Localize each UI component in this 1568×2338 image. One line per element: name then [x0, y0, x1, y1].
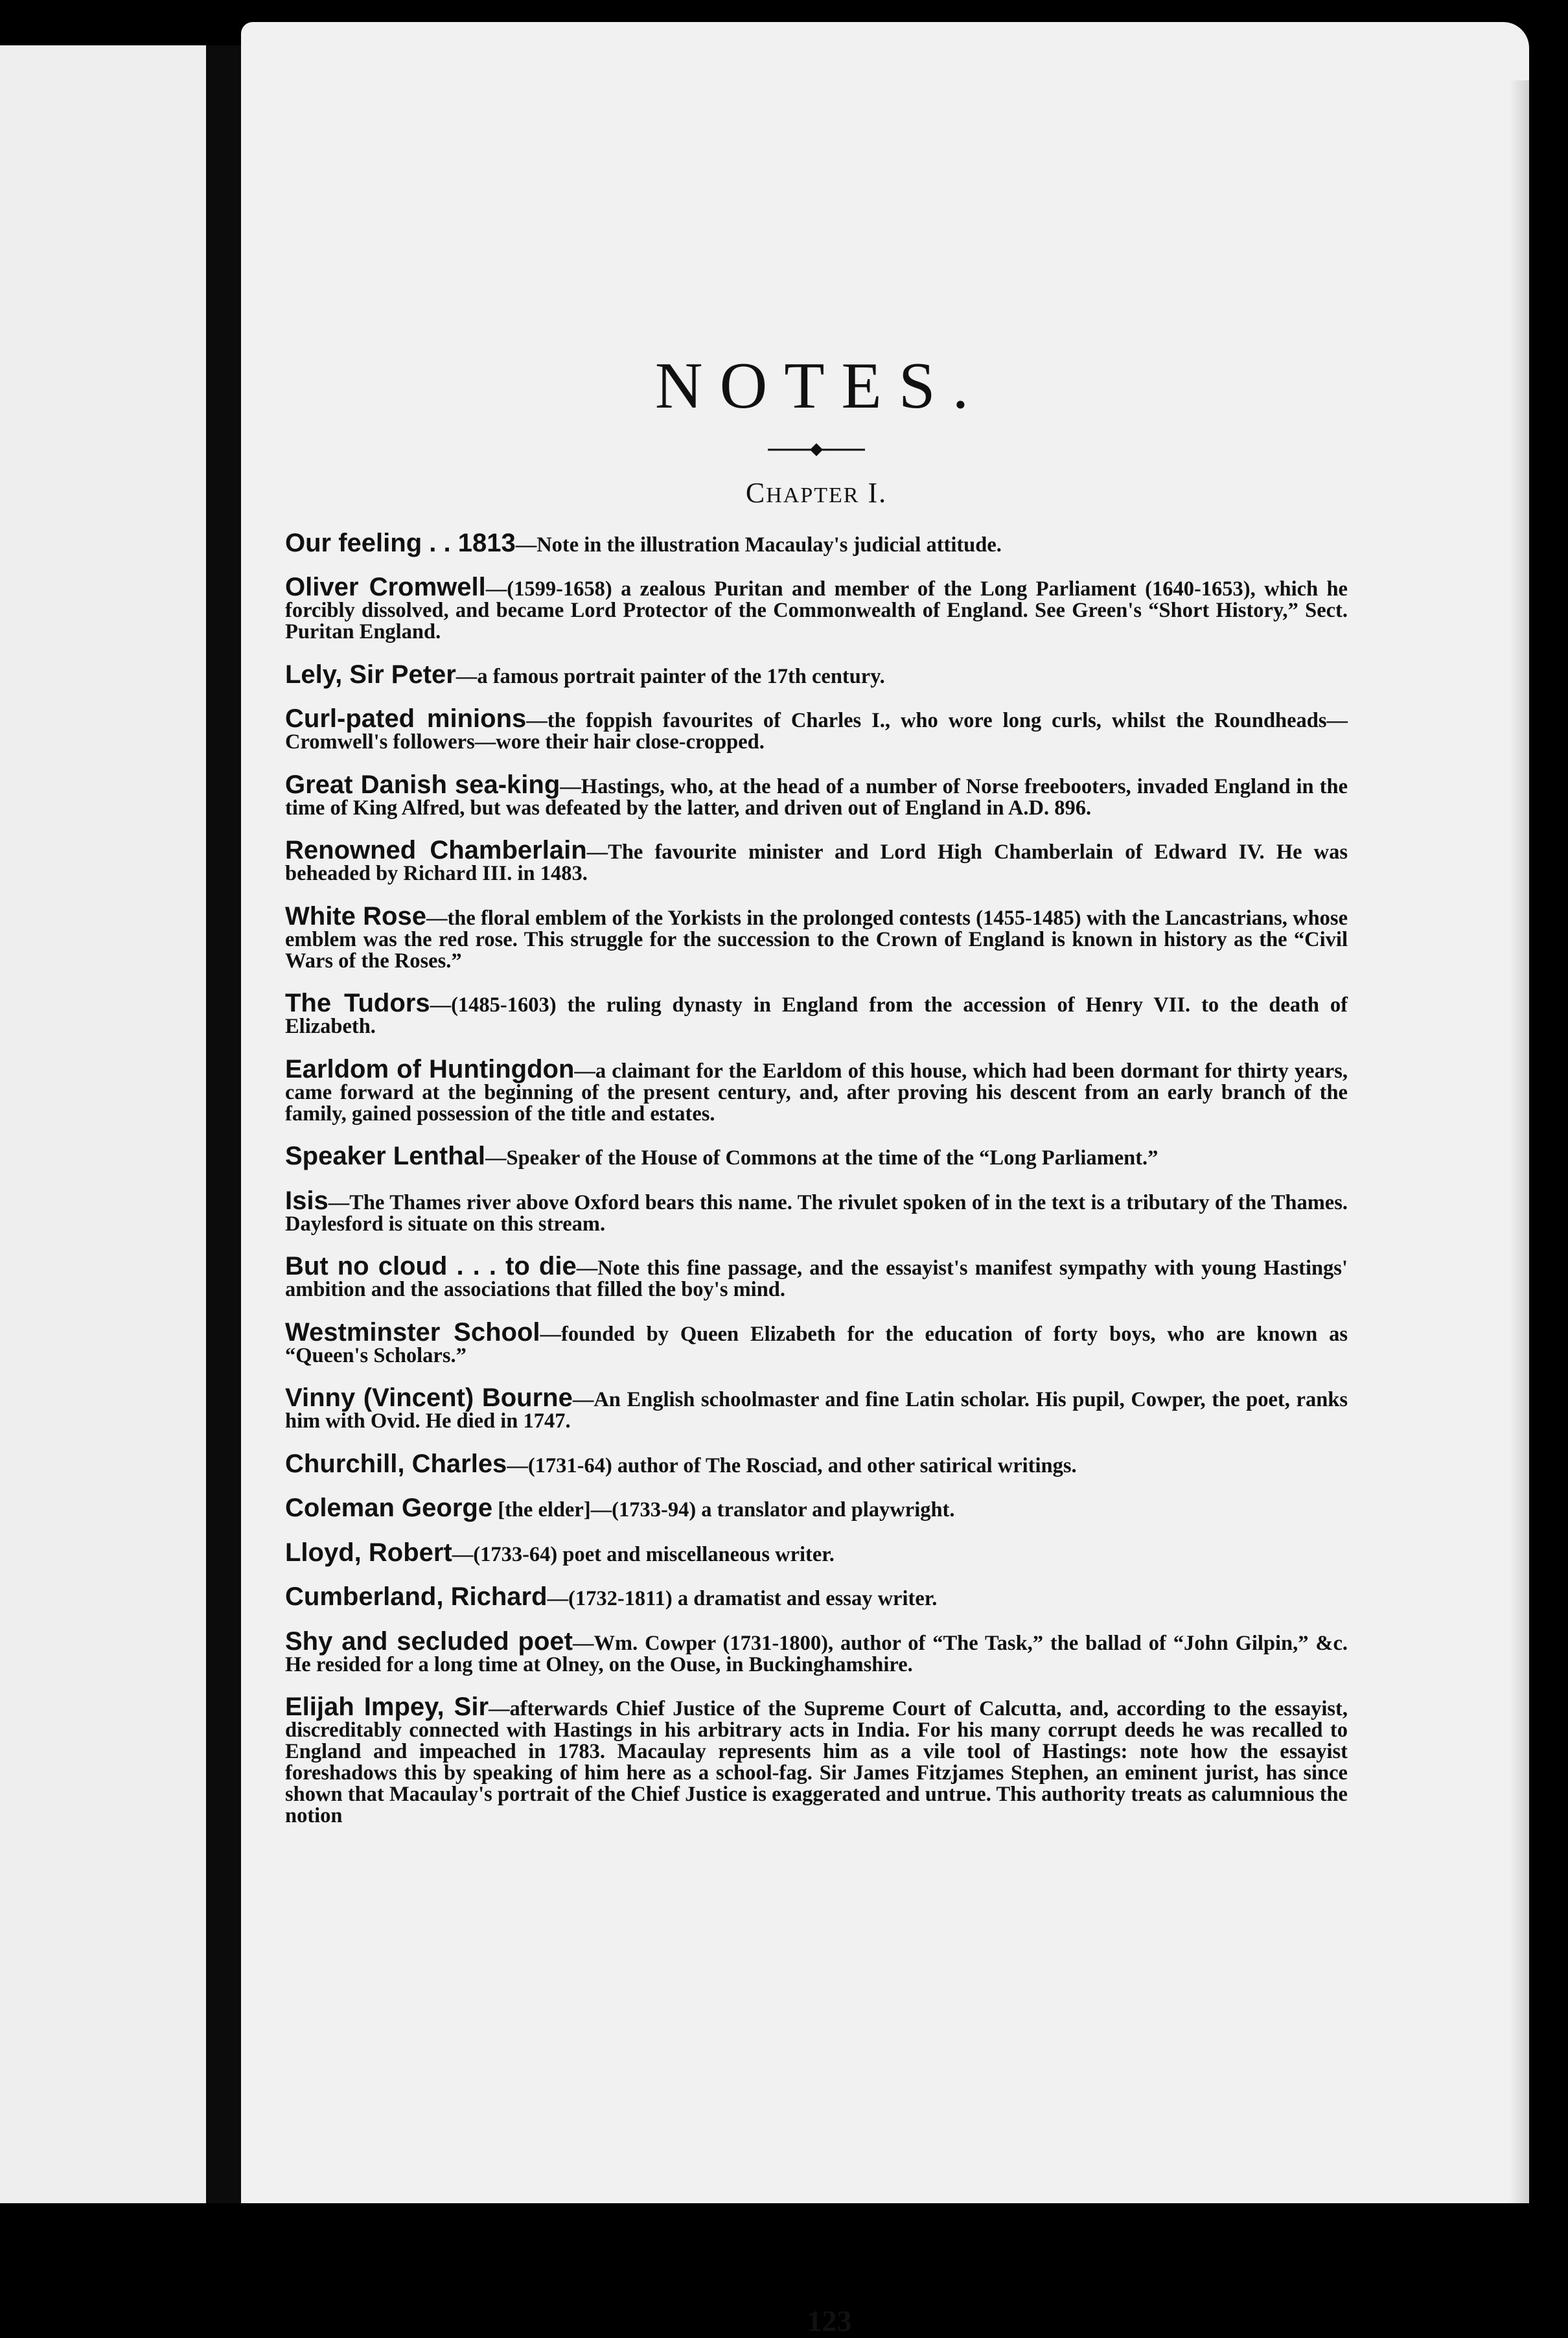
facing-page [0, 45, 206, 2203]
note-body: —founded by Queen Elizabeth for the education of forty boys, who are known as “Queen's Scholars.” [285, 1322, 1348, 1367]
note-headword: Churchill, Charles [285, 1449, 507, 1478]
note-entry [285, 1186, 1348, 1236]
note-entry [285, 660, 1348, 689]
note-entry [285, 704, 1348, 754]
note-entry [285, 1252, 1348, 1302]
note-entry [285, 1449, 1348, 1478]
note-headword: Renowned Chamberlain [285, 836, 587, 865]
note-body: —An English schoolmaster and fine Latin scholar. His pupil, Cowper, the poet, ranks him with Ovid. He died in 1747. [285, 1388, 1348, 1433]
note-entry [285, 1626, 1348, 1676]
note-headword: Westminster School [285, 1317, 540, 1347]
note-body: —afterwards Chief Justice of the Supreme Court of Calcutta, and, according to the essayist, discreditably connected with Hastings in his arbitrary acts in India. For his many corrupt deeds he was recalled to England and impeached in 1783. Macaulay represents him as a vile tool of Hastings: note how the essayist foreshadows this by speaking of him here as a school-fag. Sir James Fitzjames Stephen, an eminent jurist, has since shown that Macaulay's portrait of the Chief Justice is exaggerated and untrue. This authority treats as calumnious the notion [285, 1697, 1348, 1828]
ornament-rule-icon [768, 440, 865, 459]
note-headword: Our feeling . . 1813 [285, 528, 516, 557]
note-body: —the foppish favourites of Charles I., who wore long curls, whilst the Roundheads—Cromwell's followers—wore their hair close-cropped. [285, 709, 1348, 754]
page-content [285, 349, 1348, 2337]
note-headword: Curl-pated minions [285, 704, 527, 734]
note-headword: Speaker Lenthal [285, 1142, 486, 1171]
note-entry [285, 901, 1348, 973]
note-body: —Note this fine passage, and the essayist's manifest sympathy with young Hastings' ambition and the associations that filled the boy's mind. [285, 1256, 1348, 1302]
note-body: [the elder]—(1733-94) a translator and playwright. [492, 1498, 955, 1522]
note-entry [285, 1582, 1348, 1612]
note-headword: Coleman George [285, 1494, 493, 1523]
note-headword: Oliver Cromwell [285, 573, 486, 602]
note-body: —(1599-1658) a zealous Puritan and member of the Long Parliament (1640-1653), which he forcibly dissolved, and became Lord Protector of the Commonwealth of England. See Green's “Short History,” Sect. Puritan England. [285, 577, 1348, 644]
note-body: —Hastings, who, at the head of a number of Norse freebooters, invaded England in the time of King Alfred, but was defeated by the latter, and driven out of England in A.D. 896. [285, 774, 1348, 820]
note-entry [285, 1494, 1348, 1523]
note-headword: Lloyd, Robert [285, 1538, 452, 1567]
page-edge [1510, 80, 1529, 2203]
title-ornament [285, 437, 1348, 463]
note-body: —a claimant for the Earldom of this house, which had been dormant for thirty years, came forward at the beginning of the present century, and, after proving his descent from an early branch of the family, gained possession of the title and estates. [285, 1059, 1348, 1126]
note-headword: Shy and secluded poet [285, 1626, 573, 1656]
note-entry [285, 1317, 1348, 1367]
note-headword: Isis [285, 1186, 329, 1215]
chapter-prefix: C [745, 477, 767, 509]
note-entry [285, 1538, 1348, 1567]
note-body: —(1731-64) author of The Rosciad, and other satirical writings. [507, 1453, 1077, 1477]
note-body: —Speaker of the House of Commons at the time of the “Long Parliament.” [485, 1146, 1159, 1170]
note-body: —Note in the illustration Macaulay's judicial attitude. [515, 533, 1002, 557]
note-body: —Wm. Cowper (1731-1800), author of “The Task,” the ballad of “John Gilpin,” &c. He resided for a long time at Olney, on the Ouse, in Buckinghamshire. [285, 1631, 1348, 1676]
note-body: —a famous portrait painter of the 17th century. [455, 664, 885, 688]
chapter-number: I. [859, 477, 888, 509]
note-body: —(1732-1811) a dramatist and essay writer. [547, 1587, 938, 1611]
note-entry [285, 528, 1348, 557]
note-entry [285, 836, 1348, 886]
note-entry [285, 1142, 1348, 1171]
note-entry [285, 989, 1348, 1039]
note-body: —The favourite minister and Lord High Chamberlain of Edward IV. He was beheaded by Richard III. in 1483. [285, 840, 1348, 886]
book-gutter [206, 45, 242, 2203]
note-headword: But no cloud . . . to die [285, 1252, 577, 1281]
note-headword: Cumberland, Richard [285, 1582, 548, 1612]
note-body: —(1485-1603) the ruling dynasty in England from the accession of Henry VII. to the death of Elizabeth. [285, 993, 1348, 1039]
note-entry [285, 1383, 1348, 1433]
note-body: —(1733-64) poet and miscellaneous writer. [452, 1542, 835, 1566]
page-title: NOTES. [654, 349, 986, 422]
chapter-heading [285, 474, 1348, 511]
note-body: —the floral emblem of the Yorkists in the prolonged contests (1455-1485) with the Lancastrians, whose emblem was the red rose. This struggle for the succession to the Crown of England is known in history as the “Civil Wars of the Roses.” [285, 906, 1348, 973]
note-headword: Great Danish sea-king [285, 770, 560, 799]
page-number: 123 [807, 2304, 852, 2337]
note-entry [285, 1693, 1348, 1828]
note-body: —The Thames river above Oxford bears this name. The rivulet spoken of in the text is a tributary of the Thames. Daylesford is situate on this stream. [285, 1190, 1348, 1236]
note-headword: Lely, Sir Peter [285, 660, 456, 689]
note-headword: Earldom of Huntingdon [285, 1054, 575, 1083]
notes-list [285, 528, 1348, 1828]
note-headword: Vinny (Vincent) Bourne [285, 1383, 573, 1413]
note-headword: White Rose [285, 901, 426, 931]
note-headword: Elijah Impey, Sir [285, 1693, 489, 1722]
note-entry [285, 1054, 1348, 1126]
note-entry [285, 573, 1348, 644]
note-entry [285, 770, 1348, 820]
note-headword: The Tudors [285, 989, 430, 1018]
chapter-word: HAPTER [766, 483, 860, 508]
